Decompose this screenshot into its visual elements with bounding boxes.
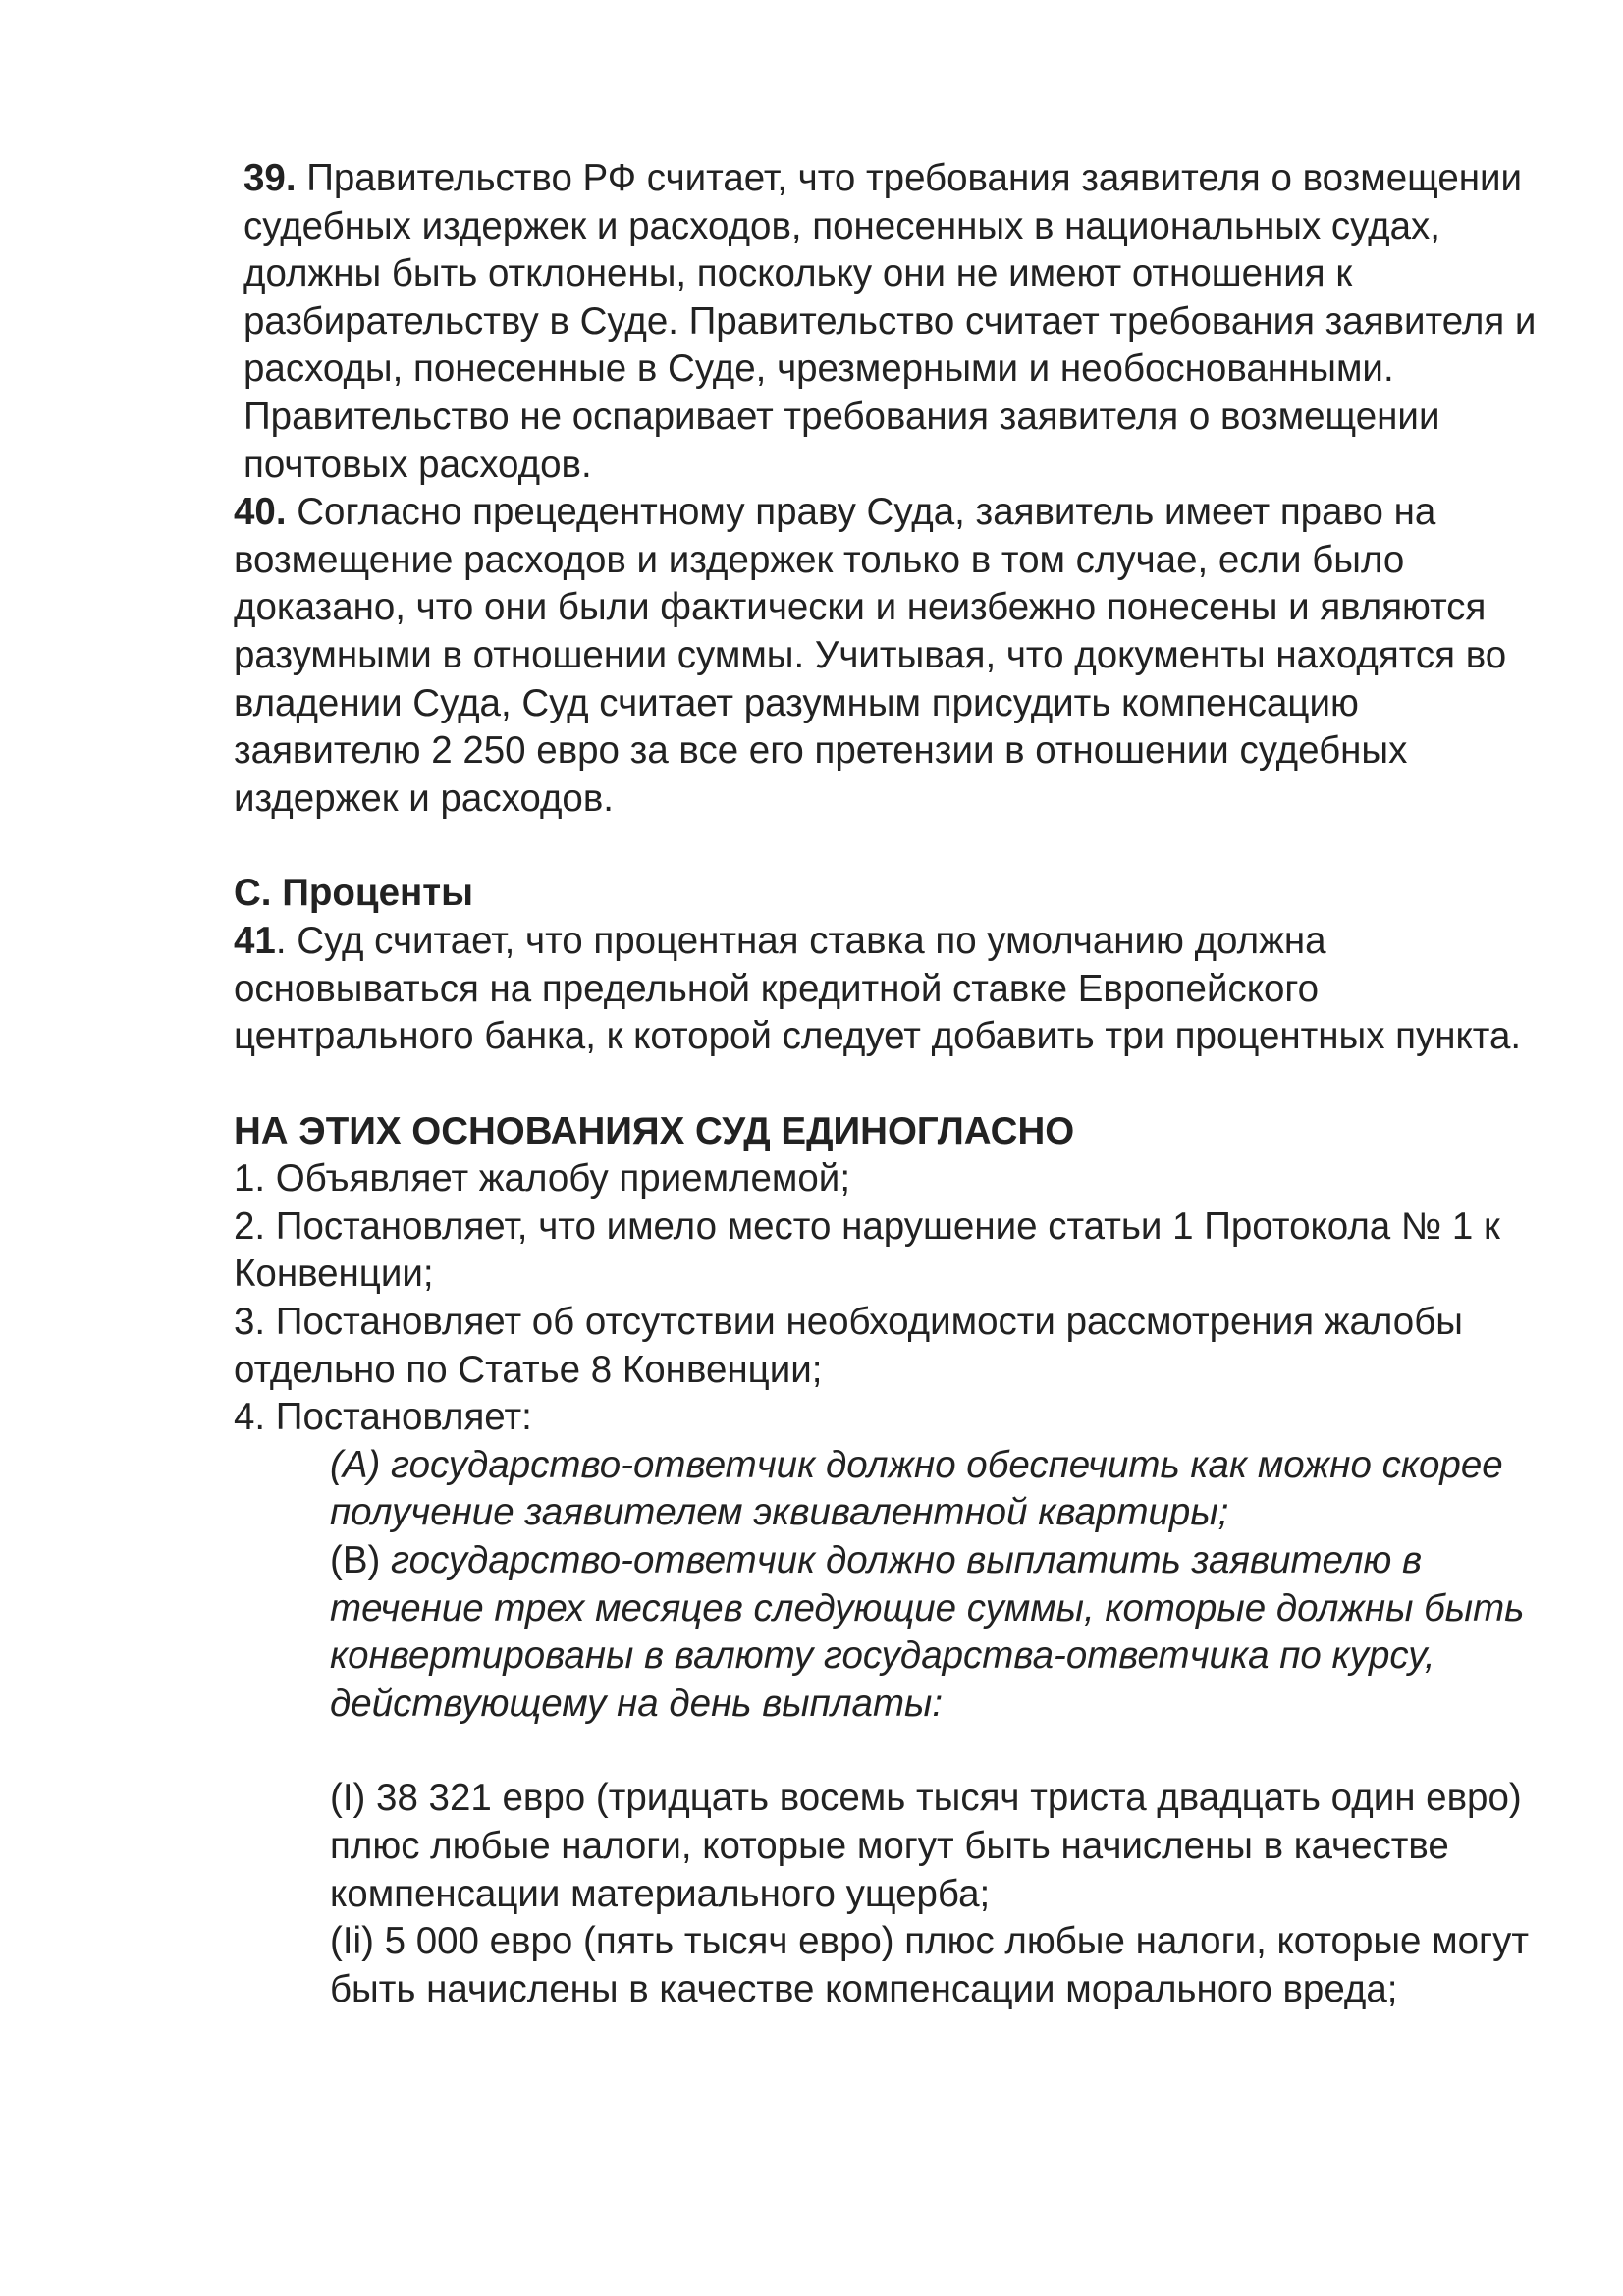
operative-sub-ii: (Ii) 5 000 евро (пять тысяч евро) плюс любые налоги, которые могут быть начислены в качестве компенсации морального вреда;: [330, 1920, 1529, 2010]
document-page: [234, 155, 1549, 2013]
paragraph-text: Правительство РФ считает, что требования заявителя о возмещении судебных издержек и расходов, понесенных в национальных судах, должны быть отклонены, поскольку они не имеют отношения к разбирательству в Суде. Правительство считает требования заявителя и расходы, понесенные в Суде, чрезмерными и необоснованными. Правительство не оспаривает требования заявителя о возмещении почтовых расходов.: [243, 157, 1537, 486]
paragraph-text: Согласно прецедентному праву Суда, заявитель имеет право на возмещение расходов и издержек только в том случае, если было доказано, что они были фактически и неизбежно понесены и являются разумными в отношении суммы. Учитывая, что документы находятся во владении Суда, Суд считает разумным присудить компенсацию заявителю 2 250 евро за все его претензии в отношении судебных издержек и расходов.: [234, 491, 1507, 820]
operative-item-2: 2. Постановляет, что имело место нарушение статьи 1 Протокола № 1 к Конвенции;: [234, 1204, 1500, 1296]
paragraph-text: . Суд считает, что процентная ставка по умолчанию должна основываться на предельной кредитной ставке Европейского центрального банка, к которой следует добавить три процентных пункта.: [234, 919, 1522, 1058]
sub-b-text: государство-ответчик должно выплатить заявителю в течение трех месяцев следующие суммы, которые должны быть конвертированы в валюту государства-ответчика по курсу, действующему на день выплаты:: [330, 1539, 1525, 1725]
spacer: [234, 1728, 1549, 1775]
operative-heading: НА ЭТИХ ОСНОВАНИЯХ СУД ЕДИНОГЛАСНО: [234, 1109, 1075, 1152]
sub-b-prefix: (В): [330, 1539, 381, 1582]
operative-sub-b: [234, 1537, 1549, 1728]
paragraph-40: [234, 489, 1549, 823]
operative-item-3: 3. Постановляет об отсутствии необходимости рассмотрения жалобы отдельно по Статье 8 Конвенции;: [234, 1301, 1463, 1391]
spacer: [234, 1061, 1549, 1108]
section-heading-interest: С. Проценты: [234, 872, 473, 915]
paragraph-number: 41: [234, 919, 276, 962]
operative-item-1: 1. Объявляет жалобу приемлемой;: [234, 1157, 851, 1201]
operative-sub-i: (I) 38 321 евро (тридцать восемь тысяч триста двадцать один евро) плюс любые налоги, которые могут быть начислены в качестве компенсации материального ущерба;: [330, 1777, 1522, 1915]
paragraph-number: 40.: [234, 491, 287, 534]
spacer: [234, 823, 1549, 870]
paragraph-39: [234, 155, 1549, 489]
operative-item-4: 4. Постановляет:: [234, 1396, 532, 1439]
paragraph-41: [234, 918, 1549, 1061]
paragraph-number: 39.: [243, 157, 297, 199]
operative-sub-a: (А) государство-ответчик должно обеспечить как можно скорее получение заявителем эквивалентной квартиры;: [330, 1443, 1503, 1534]
